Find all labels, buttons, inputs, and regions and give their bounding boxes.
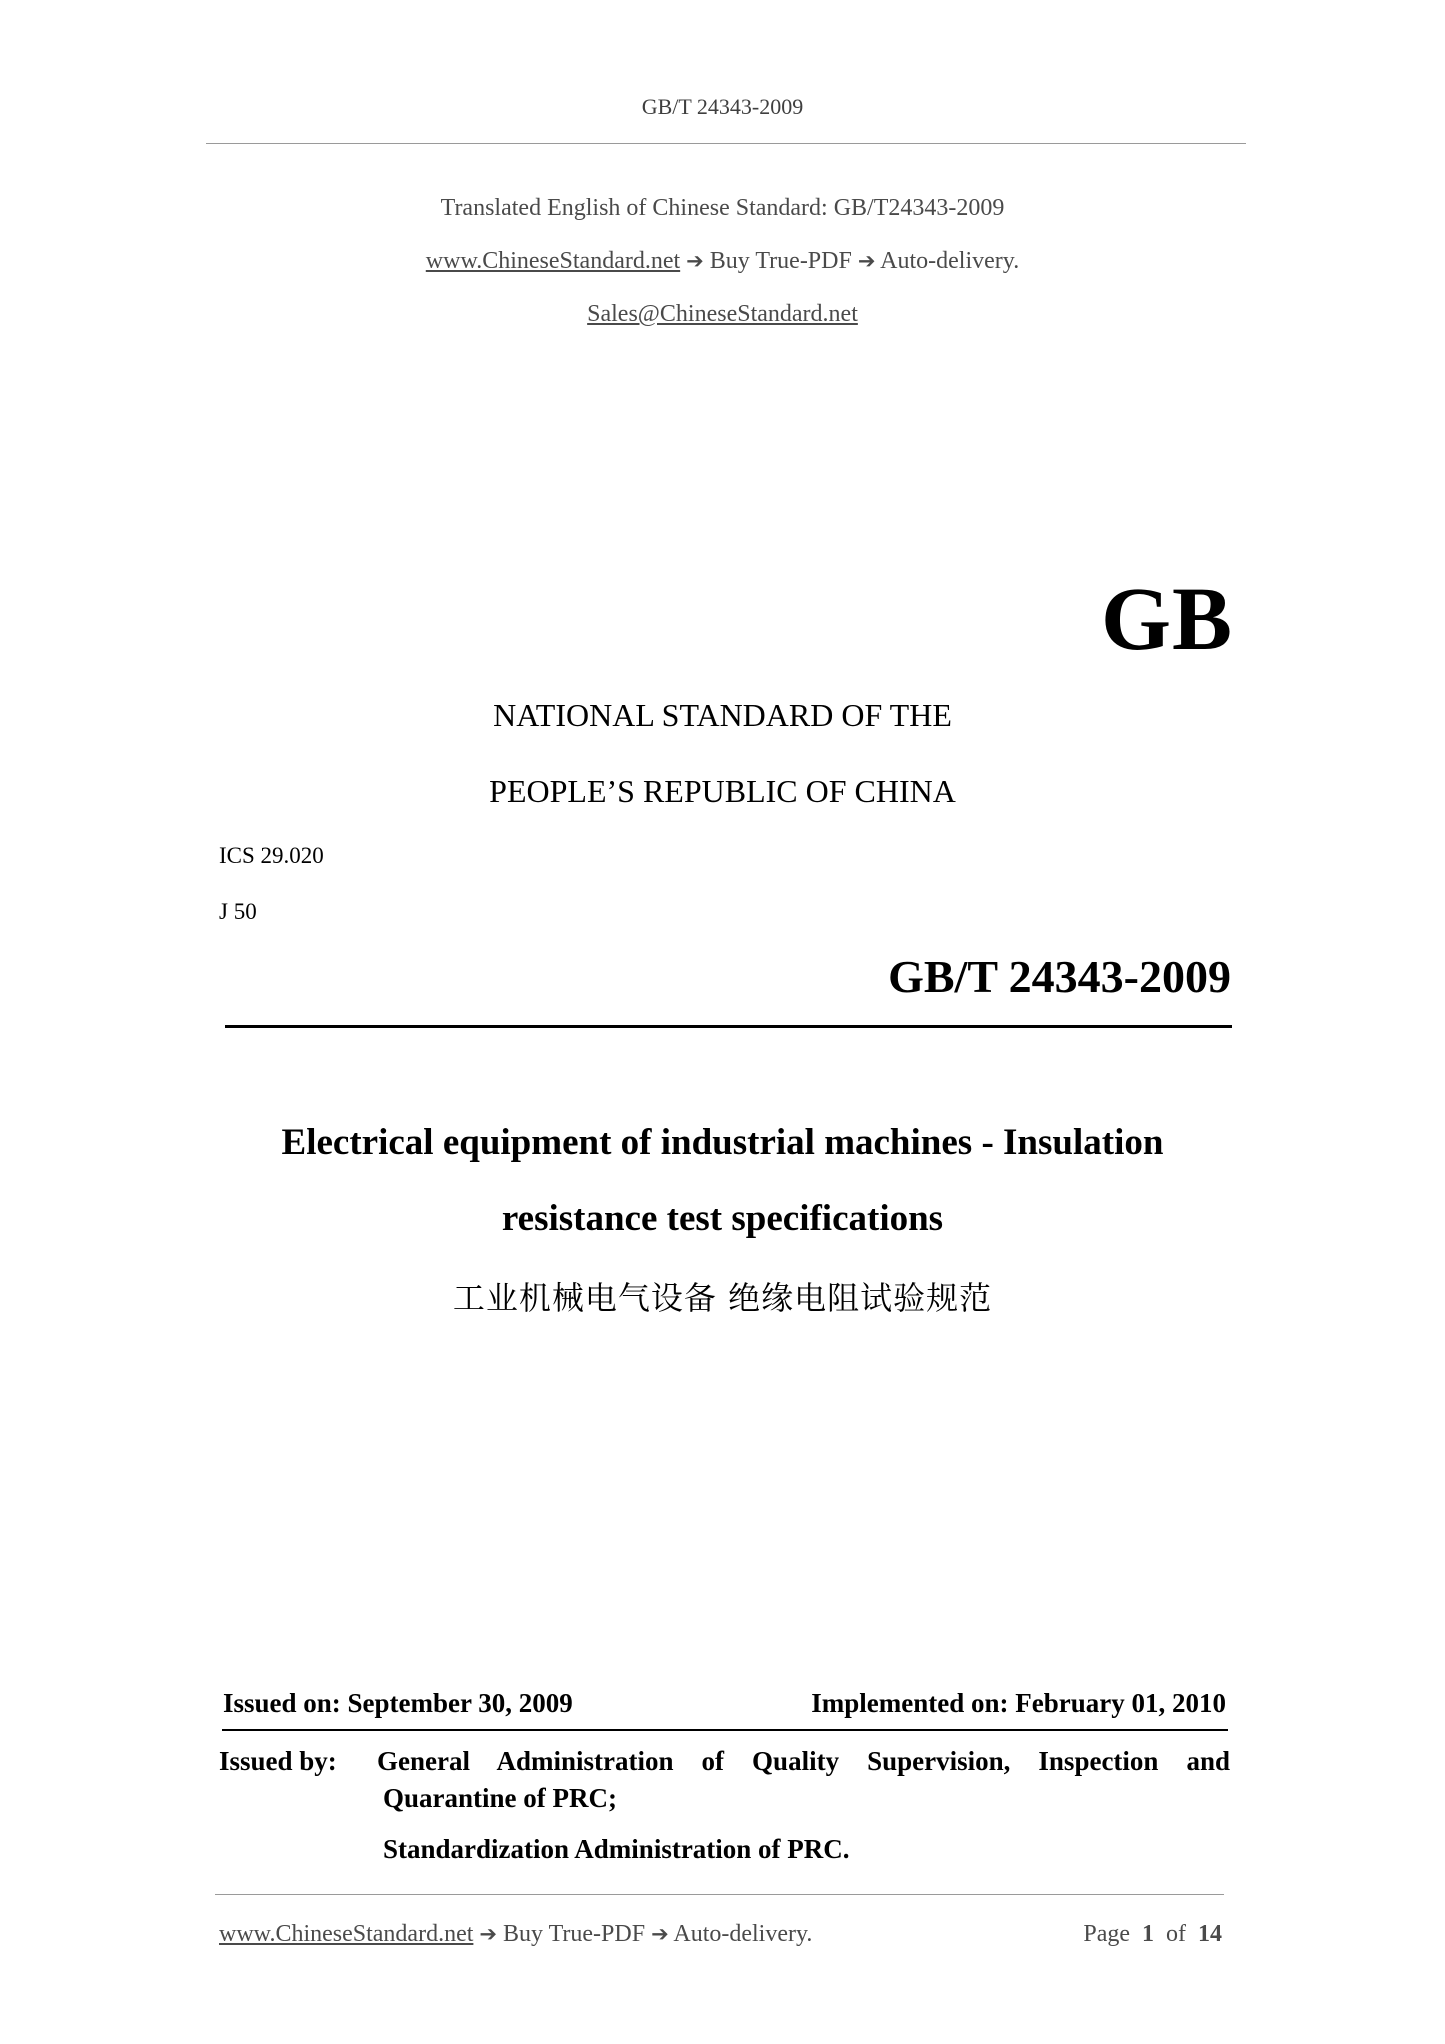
ics-code: ICS 29.020 [219, 843, 324, 868]
delivery-text: Auto-delivery. [880, 248, 1020, 274]
title-chinese: 工业机械电气设备 绝缘电阻试验规范 [452, 1279, 993, 1317]
footer-buy-text: Buy True-PDF [503, 1921, 646, 1947]
issued-on-date: Issued on: September 30, 2009 [223, 1688, 573, 1718]
footer-divider [215, 1894, 1224, 1895]
title-divider [225, 1025, 1232, 1028]
site-link[interactable]: www.ChineseStandard.net [425, 248, 681, 274]
gb-mark: GB [1100, 570, 1233, 669]
issuing-org-2: Standardization Administration of PRC. [383, 1834, 850, 1864]
page-indicator [1083, 1921, 1222, 1948]
arrow-right-icon: ➔ [686, 249, 704, 273]
issue-divider [222, 1729, 1228, 1731]
implemented-on-date: Implemented on: February 01, 2010 [811, 1688, 1226, 1718]
of-word: of [1166, 1921, 1186, 1947]
translated-notice: Translated English of Chinese Standard: GB/T24343-2009 [440, 195, 1005, 221]
purchase-line [0, 248, 1445, 275]
page-total: 14 [1198, 1921, 1222, 1947]
arrow-right-icon: ➔ [857, 249, 876, 273]
sales-email-link[interactable]: Sales@ChineseStandard.net [587, 301, 858, 327]
arrow-right-icon: ➔ [479, 1922, 497, 1946]
sales-line [0, 301, 1445, 328]
buy-text: Buy True-PDF [709, 248, 852, 274]
national-standard-line-2: PEOPLE’S REPUBLIC OF CHINA [489, 773, 956, 809]
footer-delivery-text: Auto-delivery. [673, 1921, 813, 1947]
national-standard-line-1: NATIONAL STANDARD OF THE [493, 697, 952, 733]
title-english-line-1: Electrical equipment of industrial machines - Insulation [281, 1122, 1164, 1163]
page-number: 1 [1142, 1921, 1154, 1947]
page-word: Page [1083, 1921, 1130, 1947]
standard-number: GB/T 24343-2009 [888, 951, 1231, 1002]
issuing-org-1-line-1: General Administration of Quality Supervision, Inspection and [377, 1746, 1230, 1776]
ccs-code: J 50 [219, 899, 257, 924]
arrow-right-icon: ➔ [651, 1922, 669, 1946]
issued-by-label: Issued by: [219, 1746, 337, 1776]
title-english-line-2: resistance test specifications [501, 1198, 944, 1239]
footer-purchase-line [219, 1921, 812, 1948]
footer-site-link[interactable]: www.ChineseStandard.net [219, 1921, 474, 1947]
header-divider [206, 143, 1246, 144]
running-header: GB/T 24343-2009 [641, 94, 804, 119]
issuing-org-1-line-2: Quarantine of PRC; [383, 1783, 617, 1813]
